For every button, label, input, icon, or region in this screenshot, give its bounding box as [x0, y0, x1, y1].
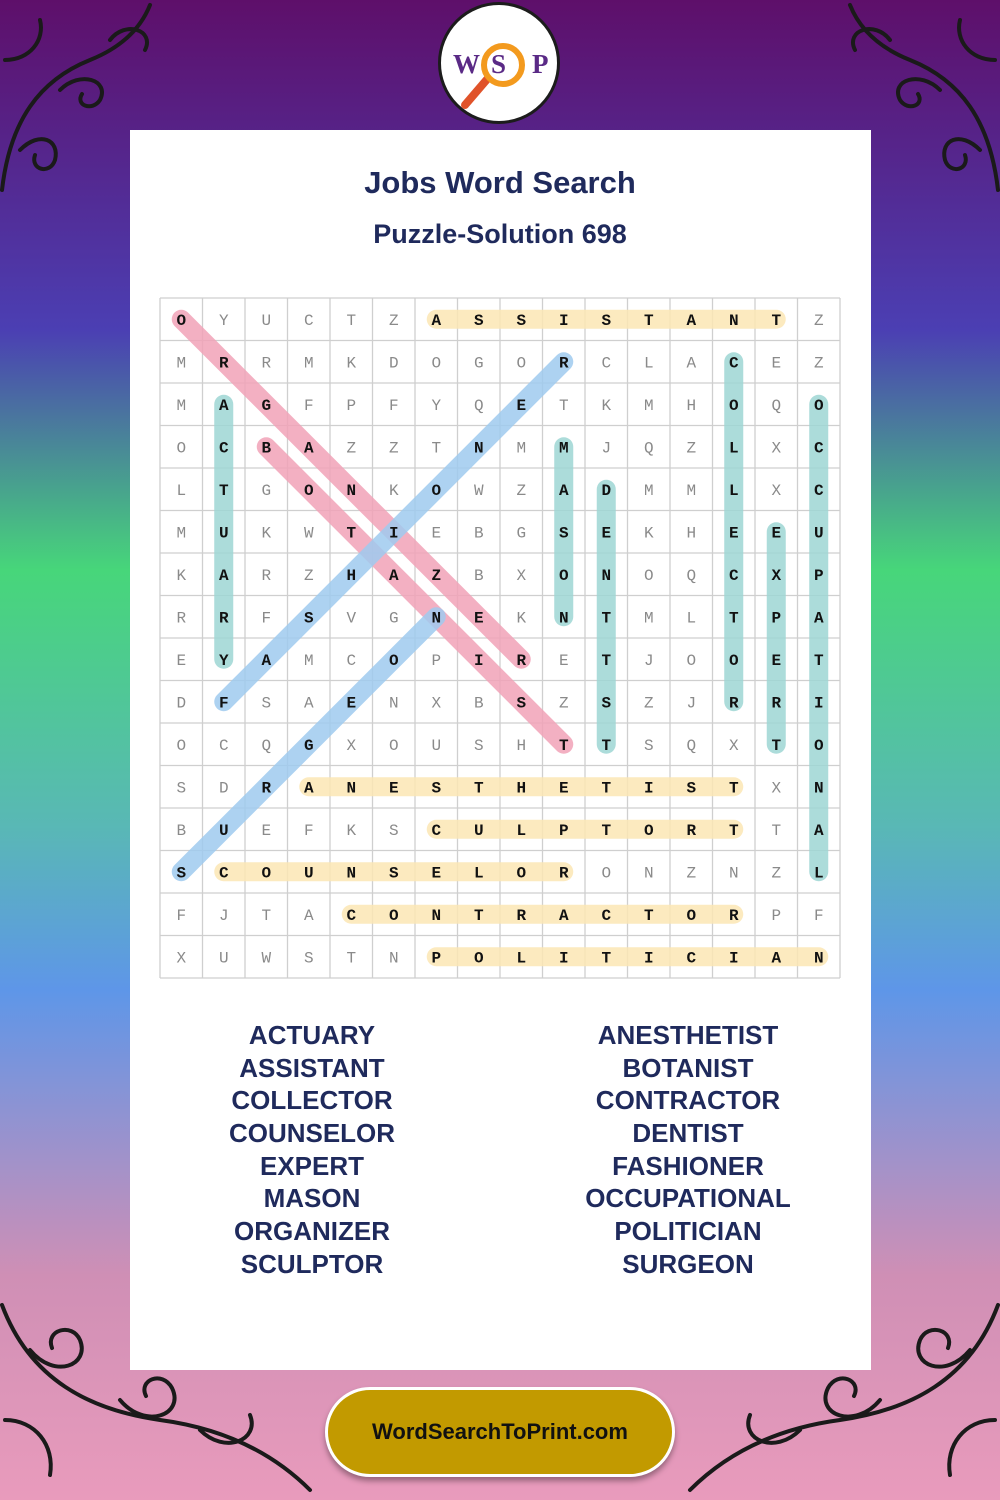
- grid-letter: O: [813, 736, 824, 755]
- grid-letter: A: [686, 311, 697, 330]
- grid-letter: Z: [346, 439, 357, 458]
- grid-letter: I: [558, 949, 569, 968]
- grid-letter: Z: [516, 481, 527, 500]
- grid-letter: C: [813, 481, 824, 500]
- grid-letter: K: [346, 821, 357, 840]
- word-list-item: BOTANIST: [622, 1052, 754, 1083]
- grid-letter: X: [771, 481, 782, 500]
- grid-letter: A: [303, 779, 314, 798]
- grid-letter: A: [558, 906, 569, 925]
- grid-letter: N: [643, 864, 654, 883]
- grid-letter: E: [558, 779, 569, 798]
- page-subtitle: Puzzle-Solution 698: [373, 219, 627, 249]
- grid-letter: F: [218, 694, 229, 713]
- grid-letter: X: [431, 694, 442, 713]
- grid-letter: S: [516, 694, 527, 713]
- word-list-item: ACTUARY: [248, 1020, 376, 1050]
- grid-letter: R: [771, 694, 782, 713]
- page-title: Jobs Word Search: [364, 165, 636, 200]
- grid-letter: A: [388, 566, 399, 585]
- grid-letter: P: [558, 821, 569, 840]
- grid-letter: S: [303, 949, 314, 968]
- grid-letter: X: [771, 439, 782, 458]
- grid-letter: Q: [771, 396, 782, 415]
- grid-letter: W: [303, 524, 314, 543]
- grid-letter: C: [218, 864, 229, 883]
- grid-letter: U: [218, 949, 229, 968]
- grid-letter: A: [261, 651, 272, 670]
- grid-letter: O: [686, 906, 697, 925]
- grid-letter: T: [346, 311, 357, 330]
- grid-letter: N: [728, 311, 739, 330]
- grid-letter: L: [176, 481, 187, 500]
- grid-letter: A: [218, 396, 229, 415]
- grid-letter: T: [601, 609, 612, 628]
- grid-letter: T: [728, 779, 739, 798]
- grid-letter: N: [813, 779, 824, 798]
- grid-letter: R: [686, 821, 697, 840]
- grid-letter: O: [388, 906, 399, 925]
- grid-letter: R: [516, 651, 527, 670]
- grid-letter: N: [431, 906, 442, 925]
- grid-letter: S: [601, 694, 612, 713]
- grid-letter: A: [558, 481, 569, 500]
- grid-letter: T: [346, 949, 357, 968]
- grid-letter: R: [728, 906, 739, 925]
- grid-letter: R: [558, 354, 569, 373]
- grid-letter: H: [686, 396, 697, 415]
- grid-letter: I: [728, 949, 739, 968]
- grid-letter: O: [643, 821, 654, 840]
- grid-letter: L: [686, 609, 697, 628]
- grid-letter: M: [516, 439, 527, 458]
- grid-letter: T: [601, 779, 612, 798]
- word-list-item: SCULPTOR: [240, 1248, 384, 1279]
- grid-letter: E: [601, 524, 612, 543]
- website-button[interactable]: WordSearchToPrint.com: [325, 1387, 675, 1477]
- grid-letter: T: [771, 736, 782, 755]
- grid-letter: S: [431, 779, 442, 798]
- grid-letter: C: [601, 906, 612, 925]
- word-list-item: COUNSELOR: [228, 1118, 396, 1149]
- grid-letter: N: [346, 779, 357, 798]
- grid-letter: L: [728, 481, 739, 500]
- grid-letter: N: [346, 864, 357, 883]
- grid-letter: A: [813, 609, 824, 628]
- grid-letter: T: [473, 906, 484, 925]
- grid-letter: O: [431, 354, 442, 373]
- word-list-item: DENTIST: [632, 1118, 744, 1149]
- grid-letter: T: [601, 949, 612, 968]
- grid-letter: R: [218, 354, 229, 373]
- logo-letter-s: S: [491, 49, 507, 79]
- grid-letter: F: [303, 396, 314, 415]
- grid-letter: S: [643, 736, 654, 755]
- grid-letter: G: [261, 481, 272, 500]
- grid-letter: X: [176, 949, 187, 968]
- grid-letter: A: [771, 949, 782, 968]
- grid-letter: P: [771, 609, 782, 628]
- word-list-left: [132, 1019, 492, 1281]
- grid-letter: T: [473, 779, 484, 798]
- grid-letter: R: [176, 609, 187, 628]
- grid-letter: K: [176, 566, 187, 585]
- grid-letter: M: [643, 609, 654, 628]
- grid-letter: C: [218, 439, 229, 458]
- grid-letter: S: [686, 779, 697, 798]
- grid-letter: L: [516, 949, 527, 968]
- grid-letter: M: [303, 651, 314, 670]
- grid-letter: O: [516, 354, 527, 373]
- word-list-item: ASSISTANT: [239, 1052, 385, 1083]
- grid-letter: A: [303, 439, 314, 458]
- grid-letter: S: [261, 694, 272, 713]
- grid-letter: Z: [643, 694, 654, 713]
- grid-letter: O: [558, 566, 569, 585]
- grid-letter: C: [346, 651, 357, 670]
- grid-letter: Z: [388, 439, 399, 458]
- grid-letter: L: [516, 821, 527, 840]
- grid-letter: O: [261, 864, 272, 883]
- grid-letter: X: [346, 736, 357, 755]
- grid-letter: O: [431, 481, 442, 500]
- grid-letter: T: [728, 609, 739, 628]
- grid-letter: Z: [771, 864, 782, 883]
- grid-letter: R: [728, 694, 739, 713]
- grid-letter: E: [771, 651, 782, 670]
- grid-letter: F: [303, 821, 314, 840]
- grid-letter: H: [516, 736, 527, 755]
- grid-letter: I: [558, 311, 569, 330]
- word-list-right: [508, 1019, 868, 1281]
- grid-letter: C: [728, 566, 739, 585]
- grid-letter: E: [516, 396, 527, 415]
- grid-letter: X: [771, 779, 782, 798]
- grid-letter: Q: [473, 396, 484, 415]
- grid-letter: N: [473, 439, 484, 458]
- grid-letter: M: [558, 439, 569, 458]
- grid-letter: Z: [686, 864, 697, 883]
- grid-letter: H: [516, 779, 527, 798]
- grid-letter: U: [261, 311, 272, 330]
- grid-letter: B: [261, 439, 272, 458]
- grid-letter: J: [601, 439, 612, 458]
- grid-letter: U: [218, 524, 229, 543]
- grid-letter: R: [558, 864, 569, 883]
- grid-letter: T: [643, 311, 654, 330]
- word-list-item: CONTRACTOR: [595, 1085, 781, 1116]
- grid-letter: L: [643, 354, 654, 373]
- grid-letter: C: [728, 354, 739, 373]
- grid-letter: A: [686, 354, 697, 373]
- grid-letter: I: [388, 524, 399, 543]
- grid-letter: L: [728, 439, 739, 458]
- grid-letter: E: [771, 524, 782, 543]
- grid-letter: D: [218, 779, 229, 798]
- grid-letter: F: [176, 906, 187, 925]
- word-list-item: EXPERT: [259, 1150, 365, 1181]
- grid-letter: U: [303, 864, 314, 883]
- grid-letter: Y: [218, 311, 229, 330]
- grid-letter: Y: [431, 396, 442, 415]
- grid-letter: K: [261, 524, 272, 543]
- grid-letter: T: [643, 906, 654, 925]
- grid-letter: F: [388, 396, 399, 415]
- grid-letter: K: [346, 354, 357, 373]
- grid-letter: K: [643, 524, 654, 543]
- grid-letter: O: [728, 651, 739, 670]
- grid-letter: D: [176, 694, 187, 713]
- grid-letter: O: [516, 864, 527, 883]
- grid-letter: O: [388, 651, 399, 670]
- grid-letter: D: [388, 354, 399, 373]
- grid-letter: I: [813, 694, 824, 713]
- grid-letter: N: [601, 566, 612, 585]
- grid-letter: O: [176, 439, 187, 458]
- grid-letter: N: [813, 949, 824, 968]
- grid-letter: E: [388, 779, 399, 798]
- grid-letter: T: [558, 396, 569, 415]
- grid-letter: T: [346, 524, 357, 543]
- grid-letter: U: [813, 524, 824, 543]
- word-list-item: ORGANIZER: [234, 1216, 390, 1247]
- grid-letter: E: [346, 694, 357, 713]
- grid-letter: M: [643, 481, 654, 500]
- logo-letter-p: P: [532, 49, 549, 79]
- grid-letter: T: [601, 651, 612, 670]
- grid-letter: N: [388, 694, 399, 713]
- grid-letter: B: [176, 821, 187, 840]
- word-list-item: SURGEON: [622, 1248, 754, 1279]
- grid-letter: W: [261, 949, 272, 968]
- grid-letter: K: [601, 396, 612, 415]
- grid-letter: M: [686, 481, 697, 500]
- grid-letter: Q: [261, 736, 272, 755]
- grid-letter: C: [601, 354, 612, 373]
- grid-letter: W: [473, 481, 484, 500]
- grid-letter: D: [601, 481, 612, 500]
- grid-letter: S: [388, 821, 399, 840]
- grid-letter: A: [303, 906, 314, 925]
- word-list-item: FASHIONER: [612, 1150, 764, 1181]
- grid-letter: I: [473, 651, 484, 670]
- grid-letter: G: [516, 524, 527, 543]
- grid-letter: M: [643, 396, 654, 415]
- grid-letter: E: [431, 524, 442, 543]
- grid-letter: U: [218, 821, 229, 840]
- word-list-item: POLITICIAN: [614, 1216, 762, 1247]
- grid-letter: T: [218, 481, 229, 500]
- grid-letter: Z: [686, 439, 697, 458]
- grid-letter: T: [601, 821, 612, 840]
- grid-letter: E: [473, 609, 484, 628]
- grid-letter: V: [346, 609, 357, 628]
- grid-letter: F: [261, 609, 272, 628]
- grid-letter: S: [303, 609, 314, 628]
- grid-letter: A: [303, 694, 314, 713]
- grid-letter: N: [431, 609, 442, 628]
- grid-letter: E: [431, 864, 442, 883]
- grid-letter: C: [431, 821, 442, 840]
- grid-letter: R: [261, 354, 272, 373]
- grid-letter: M: [176, 396, 187, 415]
- grid-letter: Z: [431, 566, 442, 585]
- grid-letter: M: [176, 354, 187, 373]
- grid-letter: X: [516, 566, 527, 585]
- grid-letter: N: [728, 864, 739, 883]
- word-list-item: ANESTHETIST: [597, 1020, 779, 1050]
- grid-letter: P: [431, 651, 442, 670]
- grid-letter: Z: [558, 694, 569, 713]
- grid-letter: N: [346, 481, 357, 500]
- grid-letter: P: [813, 566, 824, 585]
- grid-letter: E: [176, 651, 187, 670]
- grid-letter: T: [558, 736, 569, 755]
- grid-letter: O: [813, 396, 824, 415]
- grid-letter: O: [643, 566, 654, 585]
- grid-letter: B: [473, 524, 484, 543]
- grid-letter: A: [813, 821, 824, 840]
- word-list-item: COLLECTOR: [231, 1085, 393, 1116]
- grid-letter: U: [431, 736, 442, 755]
- grid-letter: J: [686, 694, 697, 713]
- grid-letter: S: [176, 864, 187, 883]
- grid-letter: R: [261, 779, 272, 798]
- grid-letter: N: [558, 609, 569, 628]
- grid-letter: E: [728, 524, 739, 543]
- grid-letter: M: [303, 354, 314, 373]
- grid-letter: R: [261, 566, 272, 585]
- logo-letter-w: W: [453, 49, 480, 79]
- grid-letter: Q: [643, 439, 654, 458]
- grid-letter: Z: [388, 311, 399, 330]
- grid-letter: L: [813, 864, 824, 883]
- grid-letter: E: [558, 651, 569, 670]
- grid-letter: C: [813, 439, 824, 458]
- grid-letter: O: [176, 311, 187, 330]
- grid-letter: M: [176, 524, 187, 543]
- grid-letter: R: [516, 906, 527, 925]
- grid-letter: S: [558, 524, 569, 543]
- grid-letter: P: [431, 949, 442, 968]
- grid-letter: S: [516, 311, 527, 330]
- grid-letter: O: [473, 949, 484, 968]
- grid-letter: U: [473, 821, 484, 840]
- grid-letter: J: [643, 651, 654, 670]
- grid-letter: O: [388, 736, 399, 755]
- grid-letter: B: [473, 566, 484, 585]
- grid-letter: X: [728, 736, 739, 755]
- grid-letter: P: [771, 906, 782, 925]
- grid-letter: P: [346, 396, 357, 415]
- grid-letter: K: [388, 481, 399, 500]
- grid-letter: H: [686, 524, 697, 543]
- grid-letter: O: [303, 481, 314, 500]
- grid-letter: S: [388, 864, 399, 883]
- grid-letter: C: [686, 949, 697, 968]
- grid-letter: G: [473, 354, 484, 373]
- grid-letter: E: [261, 821, 272, 840]
- grid-letter: O: [176, 736, 187, 755]
- grid-letter: C: [218, 736, 229, 755]
- grid-letter: Z: [303, 566, 314, 585]
- grid-letter: A: [431, 311, 442, 330]
- grid-letter: A: [218, 566, 229, 585]
- grid-letter: S: [601, 311, 612, 330]
- grid-letter: T: [728, 821, 739, 840]
- grid-letter: G: [388, 609, 399, 628]
- grid-letter: J: [218, 906, 229, 925]
- grid-letter: F: [813, 906, 824, 925]
- word-list-item: OCCUPATIONAL: [585, 1183, 791, 1214]
- grid-letter: K: [516, 609, 527, 628]
- grid-letter: S: [176, 779, 187, 798]
- grid-letter: T: [771, 311, 782, 330]
- grid-letter: Q: [686, 566, 697, 585]
- grid-letter: S: [473, 736, 484, 755]
- grid-letter: R: [218, 609, 229, 628]
- grid-letter: T: [771, 821, 782, 840]
- grid-letter: C: [303, 311, 314, 330]
- grid-letter: X: [771, 566, 782, 585]
- grid-letter: O: [728, 396, 739, 415]
- grid-letter: E: [771, 354, 782, 373]
- grid-letter: T: [813, 651, 824, 670]
- grid-letter: O: [601, 864, 612, 883]
- grid-letter: Y: [218, 651, 229, 670]
- grid-letter: Z: [813, 311, 824, 330]
- grid-letter: Q: [686, 736, 697, 755]
- word-list-item: MASON: [263, 1183, 361, 1214]
- grid-letter: S: [473, 311, 484, 330]
- grid-letter: N: [388, 949, 399, 968]
- grid-letter: G: [261, 396, 272, 415]
- grid-letter: L: [473, 864, 484, 883]
- grid-letter: T: [261, 906, 272, 925]
- grid-letter: H: [346, 566, 357, 585]
- grid-letter: I: [643, 779, 654, 798]
- grid-letter: T: [601, 736, 612, 755]
- grid-letter: Z: [813, 354, 824, 373]
- grid-letter: T: [431, 439, 442, 458]
- grid-letter: G: [303, 736, 314, 755]
- grid-letter: B: [473, 694, 484, 713]
- grid-letter: C: [346, 906, 357, 925]
- grid-letter: O: [686, 651, 697, 670]
- grid-letter: I: [643, 949, 654, 968]
